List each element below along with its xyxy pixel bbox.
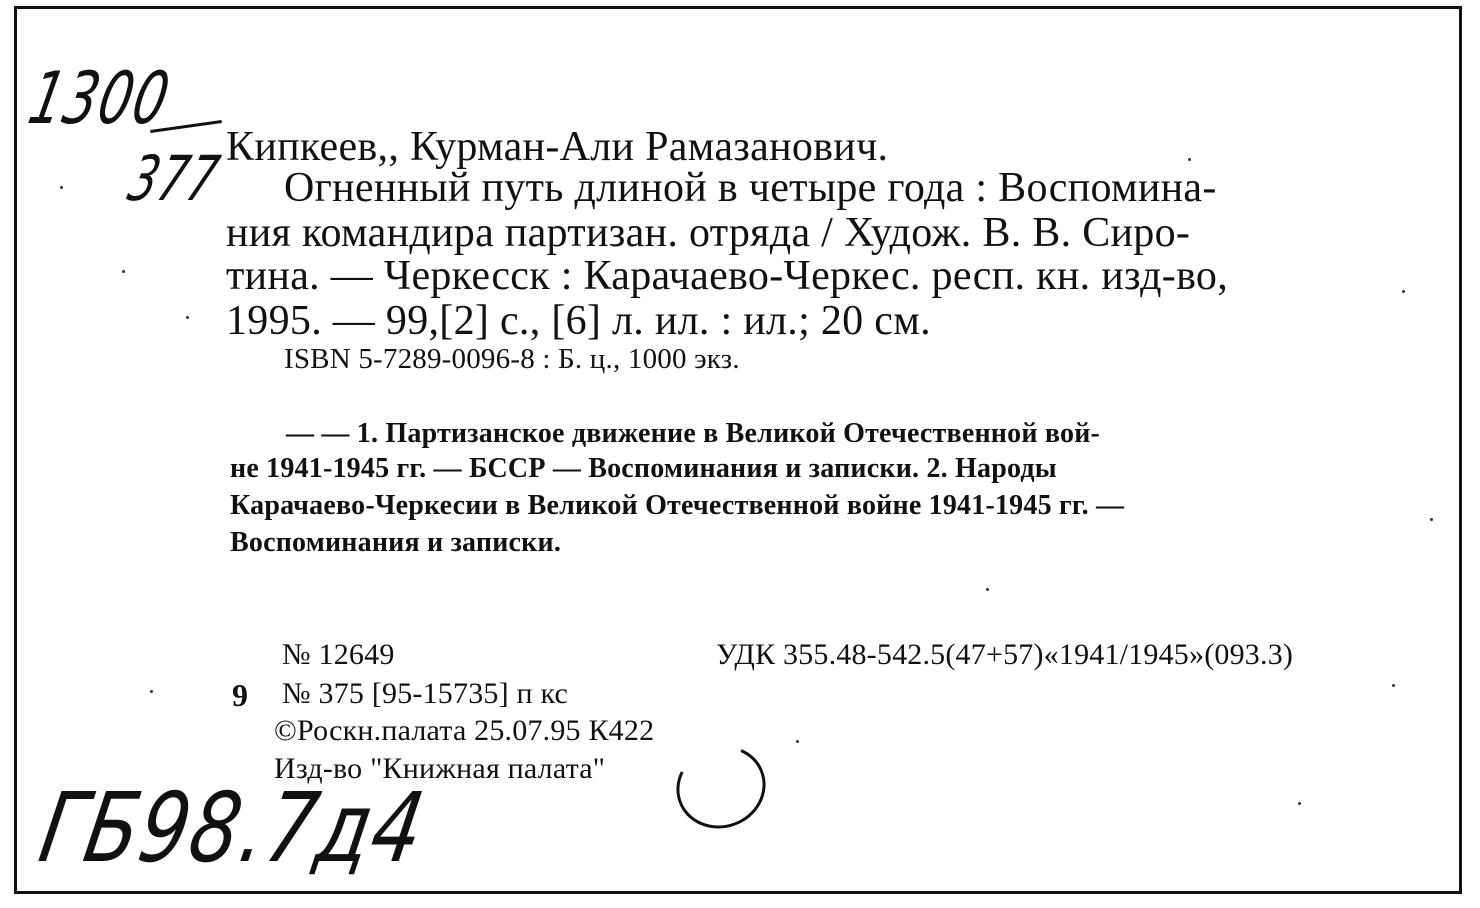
call-number-top: 1300	[22, 56, 178, 140]
publisher-line: Изд-во "Книжная палата"	[274, 752, 606, 785]
scan-speck	[122, 270, 125, 273]
scan-speck	[150, 690, 153, 693]
scan-speck	[986, 588, 989, 591]
scan-speck	[60, 186, 63, 189]
author-heading: Кипкеев,, Курман-Али Рамазанович.	[226, 124, 889, 170]
title-line-1: Огненный путь длиной в четыре года : Воспомина-	[284, 165, 1217, 211]
record-line: № 375 [95-15735] п кс	[282, 677, 568, 710]
record-number: № 12649	[282, 638, 395, 671]
scan-speck	[1298, 802, 1301, 805]
scan-speck	[1188, 158, 1191, 161]
title-line-3: тина. — Черкесск : Карачаево-Черкес. респ. кн. изд-во,	[226, 253, 1229, 299]
scan-speck	[1402, 290, 1405, 293]
title-line-2: ния командира партизан. отряда / Худож. В. В. Сиро-	[226, 210, 1191, 256]
scan-speck	[1392, 684, 1395, 687]
isbn-line: ISBN 5-7289-0096-8 : Б. ц., 1000 экз.	[284, 343, 740, 375]
scan-speck	[1430, 518, 1433, 521]
subject-line-1: — — 1. Партизанское движение в Великой Отечественной вой-	[286, 418, 1101, 449]
call-number-bottom: 377	[121, 142, 228, 215]
card-marker: 9	[232, 677, 248, 713]
subject-line-4: Воспоминания и записки.	[230, 527, 562, 558]
subject-line-3: Карачаево-Черкесии в Великой Отечественной войне 1941-1945 гг. —	[230, 490, 1125, 521]
title-line-4: 1995. — 99,[2] с., [6] л. ил. : ил.; 20 см.	[226, 298, 931, 344]
udc-classification: УДК 355.48-542.5(47+57)«1941/1945»(093.3)	[716, 638, 1294, 671]
copyright-line: ©Роскн.палата 25.07.95 К422	[274, 714, 655, 747]
subject-line-2: не 1941-1945 гг. — БССР — Воспоминания и записки. 2. Народы	[230, 453, 1057, 484]
scan-speck	[796, 740, 799, 743]
shelf-mark: ГБ98.7д4	[32, 772, 434, 884]
scan-speck	[186, 316, 189, 319]
